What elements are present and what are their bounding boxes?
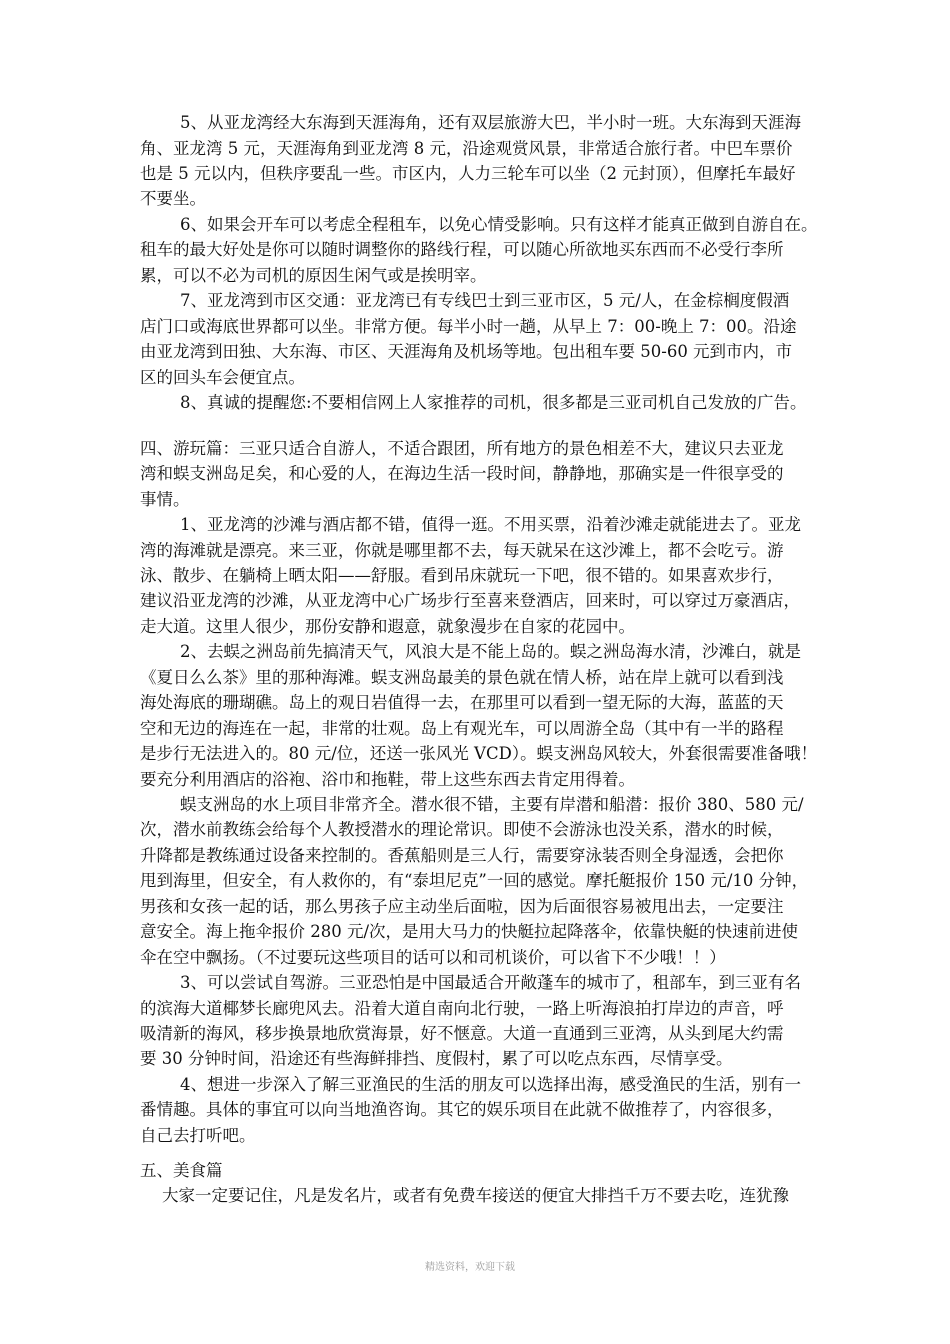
- text-line: 事情。: [140, 490, 190, 509]
- text-line: 意安全。海上拖伞报价 280 元/次，是用大马力的快艇拉起降落伞，依靠快艇的快速前进使: [140, 922, 799, 941]
- text-line: 湾的海滩就是漂亮。来三亚，你就是哪里都不去，每天就呆在这沙滩上，都不会吃亏。游: [140, 541, 784, 560]
- text-line: 泳、散步、在躺椅上晒太阳——舒服。看到吊床就玩一下吧，很不错的。如果喜欢步行，: [140, 566, 784, 585]
- text-line: 走大道。这里人很少，那份安静和遐意，就象漫步在自家的花园中。: [140, 617, 635, 636]
- text-line: 大家一定要记住，凡是发名片，或者有免费车接送的便宜大排挡千万不要去吃，连犹豫: [162, 1186, 789, 1205]
- text-line: 累，可以不必为司机的原因生闲气或是挨明宰。: [140, 266, 487, 285]
- text-line: 角、亚龙湾 5 元，天涯海角到亚龙湾 8 元，沿途观赏风景，非常适合旅行者。中巴车票价: [140, 139, 793, 158]
- text-line: 1、亚龙湾的沙滩与酒店都不错，值得一逛。不用买票，沿着沙滩走就能进去了。亚龙: [180, 515, 801, 534]
- text-line: 3、可以尝试自驾游。三亚恐怕是中国最适合开敞蓬车的城市了，租部车，到三亚有名: [180, 973, 801, 992]
- text-line: 空和无边的海连在一起，非常的壮观。岛上有观光车，可以周游全岛（其中有一半的路程: [140, 719, 784, 738]
- text-line: 是步行无法进入的。80 元/位，还送一张风光 VCD）。蜈支洲岛风较大，外套很需要准备哦！: [140, 744, 818, 763]
- text-line: 6、如果会开车可以考虑全程租车，以免心情受影响。只有这样才能真正做到自游自在。: [180, 215, 818, 234]
- text-line: 要 30 分钟时间，沿途还有些海鲜排挡、度假村，累了可以吃点东西，尽情享受。: [140, 1049, 733, 1068]
- text-line: 蜈支洲岛的水上项目非常齐全。潜水很不错，主要有岸潜和船潜：报价 380、580 元/: [180, 795, 804, 814]
- text-line: 《夏日么么茶》里的那种海滩。蜈支洲岛最美的景色就在情人桥，站在岸上就可以看到浅: [140, 668, 784, 687]
- text-line: 要充分利用酒店的浴袍、浴巾和拖鞋，带上这些东西去肯定用得着。: [140, 770, 635, 789]
- text-line: 8、真诚的提醒您:不要相信网上人家推荐的司机，很多都是三亚司机自己发放的广告。: [180, 393, 807, 412]
- text-line: 海处海底的珊瑚礁。岛上的观日岩值得一去，在那里可以看到一望无际的大海，蓝蓝的天: [140, 693, 784, 712]
- text-line: 甩到海里，但安全，有人救你的，有“泰坦尼克”一回的感觉。摩托艇报价 150 元/10 分钟，: [140, 871, 809, 890]
- text-line: 7、亚龙湾到市区交通：亚龙湾已有专线巴士到三亚市区，5 元/人，在金棕榈度假酒: [180, 291, 790, 310]
- text-line: 店门口或海底世界都可以坐。非常方便。每半小时一趟，从早上 7：00-晚上 7：00。沿途: [140, 317, 797, 336]
- text-line: 男孩和女孩一起的话，那么男孩子应主动坐后面啦，因为后面很容易被甩出去，一定要注: [140, 897, 784, 916]
- text-line: 由亚龙湾到田独、大东海、市区、天涯海角及机场等地。包出租车要 50-60 元到市内，市: [140, 342, 793, 361]
- text-line: 湾和蜈支洲岛足矣，和心爱的人，在海边生活一段时间，静静地，那确实是一件很享受的: [140, 464, 784, 483]
- text-line: 番情趣。具体的事宜可以向当地渔咨询。其它的娱乐项目在此就不做推荐了，内容很多，: [140, 1100, 784, 1119]
- section-heading: 五、美食篇: [140, 1161, 223, 1180]
- text-line: 2、去蜈之洲岛前先搞清天气，风浪大是不能上岛的。蜈之洲岛海水清，沙滩白，就是: [180, 642, 801, 661]
- text-line: 的滨海大道椰梦长廊兜风去。沿着大道自南向北行驶，一路上听海浪拍打岸边的声音，呼: [140, 999, 784, 1018]
- text-line: 也是 5 元以内，但秩序要乱一些。市区内，人力三轮车可以坐（2 元封顶），但摩托车最好: [140, 164, 796, 183]
- section-heading: 四、游玩篇：三亚只适合自游人，不适合跟团，所有地方的景色相差不大，建议只去亚龙: [140, 439, 784, 458]
- text-line: 4、想进一步深入了解三亚渔民的生活的朋友可以选择出海，感受渔民的生活，别有一: [180, 1075, 801, 1094]
- text-line: 不要坐。: [140, 189, 206, 208]
- text-line: 伞在空中飘扬。（不过要玩这些项目的话可以和司机谈价，可以省下不少哦！！）: [140, 948, 726, 967]
- text-line: 5、从亚龙湾经大东海到天涯海角，还有双层旅游大巴，半小时一班。大东海到天涯海: [180, 113, 801, 132]
- text-line: 自己去打听吧。: [140, 1126, 256, 1145]
- page-footer-note: 精选资料，欢迎下载: [425, 1262, 515, 1273]
- text-line: 吸清新的海风，移步换景地欣赏海景，好不惬意。大道一直通到三亚湾，从头到尾大约需: [140, 1024, 784, 1043]
- text-line: 升降都是教练通过设备来控制的。香蕉船则是三人行，需要穿泳装否则全身湿透，会把你: [140, 846, 784, 865]
- text-line: 租车的最大好处是你可以随时调整你的路线行程，可以随心所欲地买东西而不必受行李所: [140, 240, 784, 259]
- text-line: 区的回头车会便宜点。: [140, 368, 305, 387]
- text-line: 次，潜水前教练会给每个人教授潜水的理论常识。即使不会游泳也没关系，潜水的时候，: [140, 820, 784, 839]
- text-line: 建议沿亚龙湾的沙滩，从亚龙湾中心广场步行至喜来登酒店，回来时，可以穿过万豪酒店，: [140, 591, 800, 610]
